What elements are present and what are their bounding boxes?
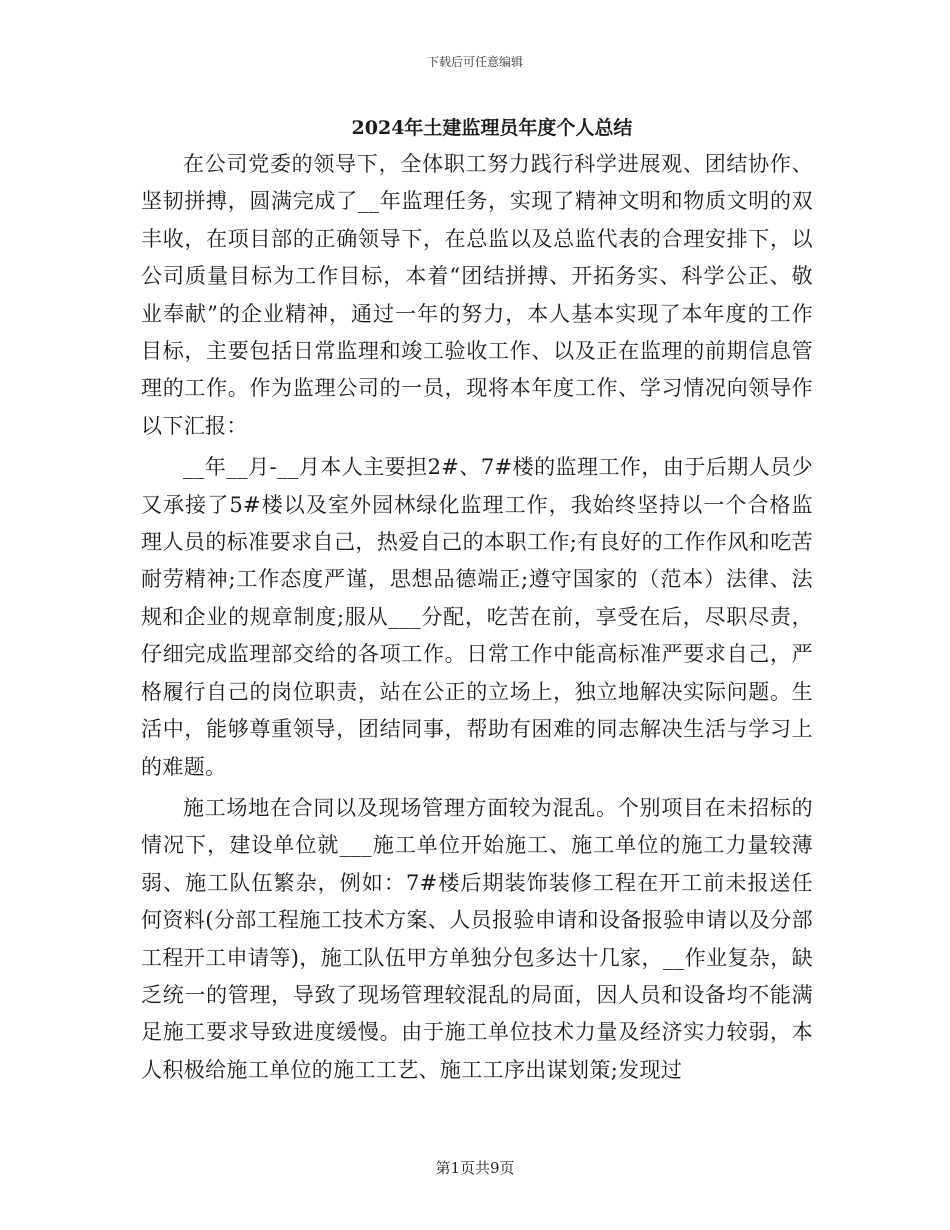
paragraph: 在公司党委的领导下，全体职工努力践行科学进展观、团结协作、坚韧拼搏，圆满完成了__年监理任务，实现了精神文明和物质文明的双丰收，在项目部的正确领导下，在总监以及总监代表的合理安排下，以公司质量目标为工作目标，本着“团结拼搏、开拓务实、科学公正、敬业奉献”的企业精神，通过一年的努力，本人基本实现了本年度的工作目标，主要包括日常监理和竣工验收工作、以及正在监理的前期信息管理的工作。作为监理公司的一员，现将本年度工作、学习情况向领导作以下汇报： [141,152,813,438]
document-title: 2024年土建监理员年度个人总结 [351,117,633,139]
paragraph: __年__月-__月本人主要担2#、7#楼的监理工作，由于后期人员少又承接了5#楼以及室外园林绿化监理工作，我始终坚持以一个合格监理人员的标准要求自己，热爱自己的本职工作;有良好的工作作风和吃苦耐劳精神;工作态度严谨，思想品德端正;遵守国家的（范本）法律、法规和企业的规章制度;服从___分配，吃苦在前，享受在后，尽职尽责，仔细完成监理部交给的各项工作。日常工作中能高标准严要求自己，严格履行自己的岗位职责，站在公正的立场上，独立地解决实际问题。生活中，能够尊重领导，团结同事，帮助有困难的同志解决生活与学习上的难题。 [141,455,813,779]
header-note: 下载后可任意编辑 [426,55,523,69]
document-page [141,112,813,1093]
page-number: 第1页共9页 [435,1159,515,1177]
paragraph: 施工场地在合同以及现场管理方面较为混乱。个别项目在未招标的情况下，建设单位就___施工单位开始施工、施工单位的施工力量较薄弱、施工队伍繁杂，例如：7#楼后期装饰装修工程在开工前未报送任何资料(分部工程施工技术方案、人员报验申请和设备报验申请以及分部工程开工申请等)，施工队伍甲方单独分包多达十几家，__作业复杂，缺乏统一的管理，导致了现场管理较混乱的局面，因人员和设备均不能满足施工要求导致进度缓慢。由于施工单位技术力量及经济实力较弱，本人积极给施工单位的施工工艺、施工工序出谋划策;发现过 [141,795,813,1082]
